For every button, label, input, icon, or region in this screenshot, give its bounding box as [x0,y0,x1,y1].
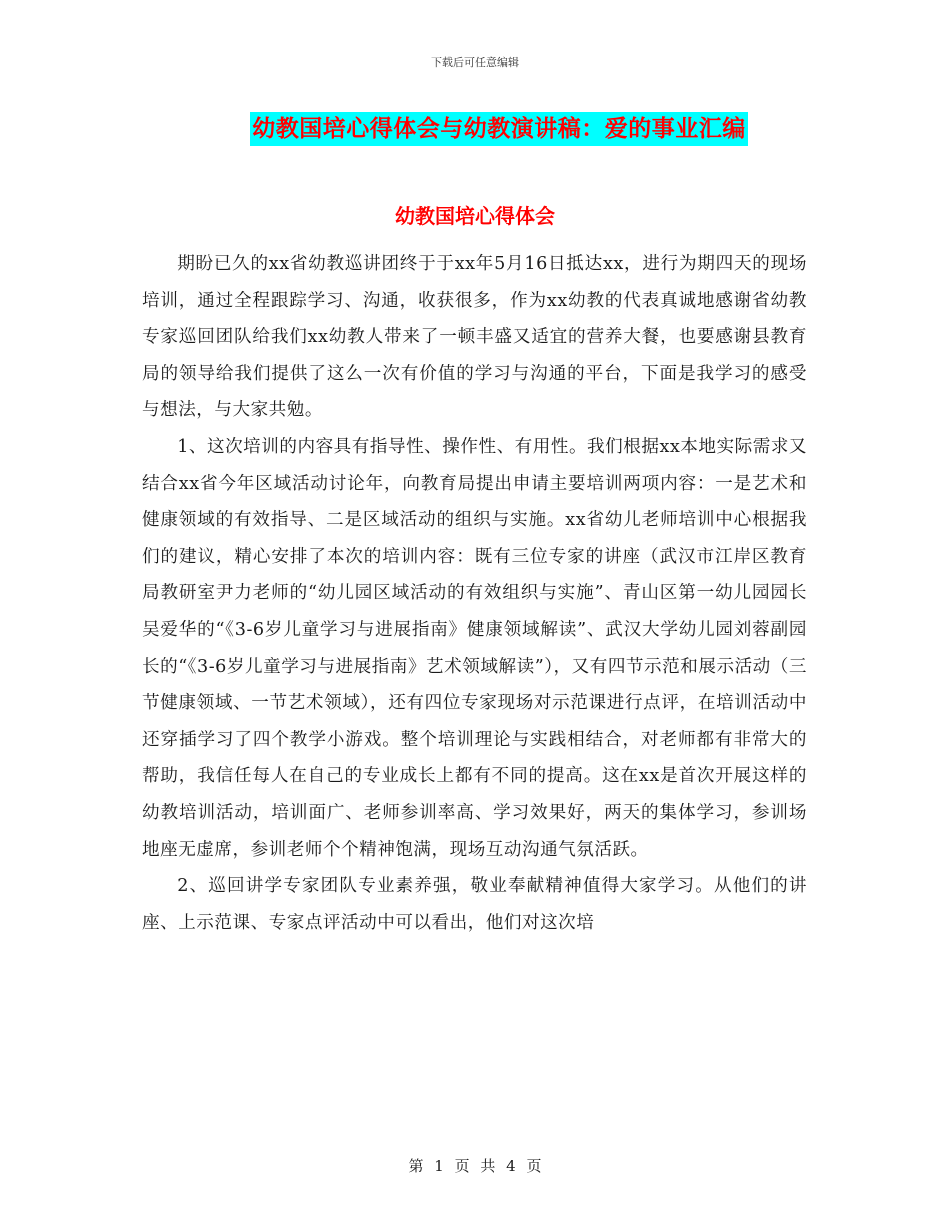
paragraph-intro: 期盼已久的xx省幼教巡讲团终于于xx年5月16日抵达xx，进行为期四天的现场培训，通过全程跟踪学习、沟通，收获很多，作为xx幼教的代表真诚地感谢省幼教专家巡回团队给我们xx幼教人带来了一顿丰盛又适宜的营养大餐，也要感谢县教育局的领导给我们提供了这么一次有价值的学习与沟通的平台，下面是我学习的感受与想法，与大家共勉。 [142,254,807,421]
body-text [142,246,807,941]
document-title-container [0,112,950,146]
paragraph-point-1: 1、这次培训的内容具有指导性、操作性、有用性。我们根据xx本地实际需求又结合xx省今年区域活动讨论年，向教育局提出申请主要培训两项内容：一是艺术和健康领域的有效指导、二是区域活动的组织与实施。xx省幼儿老师培训中心根据我们的建议，精心安排了本次的培训内容：既有三位专家的讲座（武汉市江岸区教育局教研室尹力老师的“幼儿园区域活动的有效组织与实施”、青山区第一幼儿园园长吴爱华的“《3-6岁儿童学习与进展指南》健康领域解读”、武汉大学幼儿园刘蓉副园长的“《3-6岁儿童学习与进展指南》艺术领域解读”），又有四节示范和展示活动（三节健康领域、一节艺术领域），还有四位专家现场对示范课进行点评，在培训活动中还穿插学习了四个教学小游戏。整个培训理论与实践相结合，对老师都有非常大的帮助，我信任每人在自己的专业成长上都有不同的提高。这在xx是首次开展这样的幼教培训活动，培训面广、老师参训率高、学习效果好，两天的集体学习，参训场地座无虚席，参训老师个个精神饱满，现场互动沟通气氛活跃。 [142,436,807,860]
section-title: 幼教国培心得体会 [395,204,555,228]
document-title: 幼教国培心得体会与幼教演讲稿：爱的事业汇编 [250,112,748,146]
page-number: 第 1 页 共 4 页 [408,1157,542,1175]
paragraph-point-2: 2、巡回讲学专家团队专业素养强，敬业奉献精神值得大家学习。从他们的讲座、上示范课、专家点评活动中可以看出，他们对这次培 [142,876,807,933]
header-note: 下载后可任意编辑 [431,56,519,69]
